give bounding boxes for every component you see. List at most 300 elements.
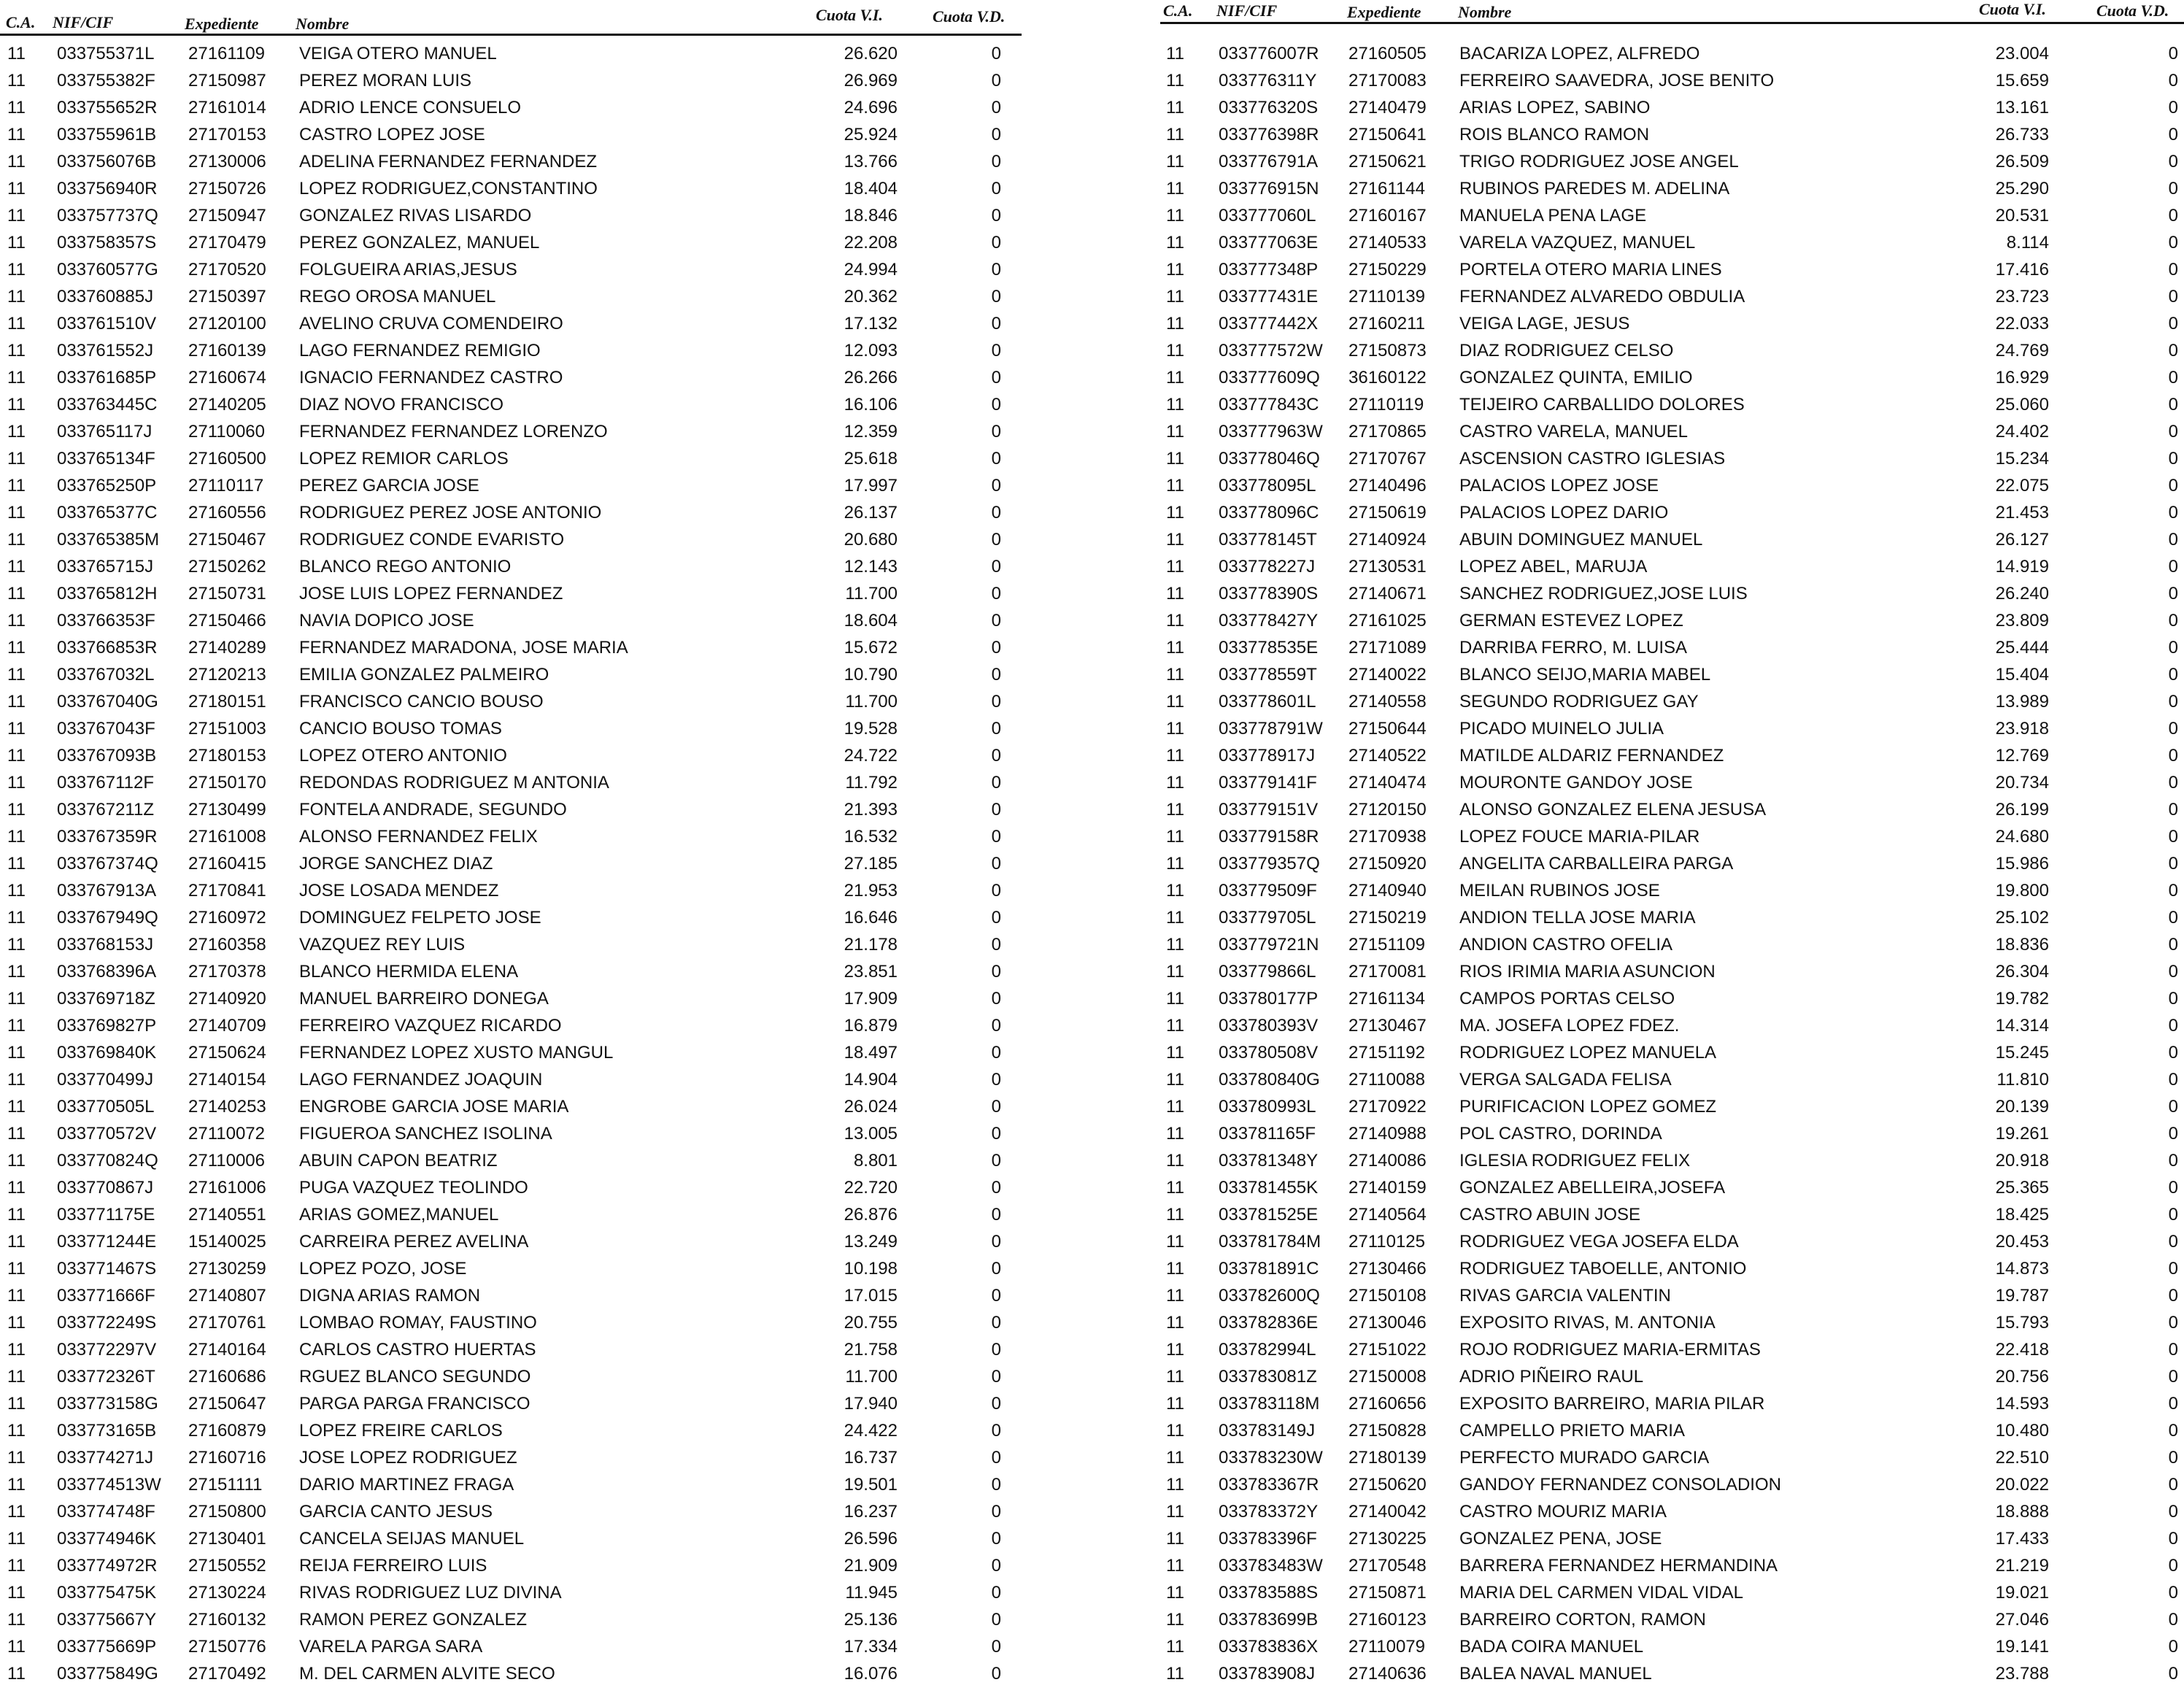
cuota-vd-cell: 0: [991, 1232, 1001, 1252]
ca-cell: 11: [7, 44, 26, 63]
cuota-vi-cell: 11.700: [845, 692, 898, 712]
cuota-vd-cell: 0: [991, 1313, 1001, 1333]
cuota-vd-cell: 0: [2168, 665, 2178, 685]
nif-cell: 033766853R: [57, 638, 158, 658]
cuota-vd-cell: 0: [991, 233, 1001, 252]
ca-cell: 11: [7, 1016, 26, 1036]
expediente-cell: 27160132: [188, 1610, 266, 1630]
cuota-vd-cell: 0: [991, 854, 1001, 874]
cuota-vd-cell: 0: [991, 989, 1001, 1009]
nombre-cell: ADRIO LENCE CONSUELO: [299, 98, 522, 117]
cuota-vi-cell: 19.528: [844, 719, 898, 739]
cuota-vi-cell: 21.909: [844, 1556, 898, 1576]
nif-cell: 033767112F: [57, 773, 155, 793]
ca-cell: 11: [1166, 746, 1184, 766]
expediente-cell: 27160686: [188, 1367, 266, 1387]
cuota-vd-cell: 0: [2168, 1232, 2178, 1252]
cuota-vd-cell: 0: [2168, 1394, 2178, 1414]
table-row: [1160, 1469, 2184, 1496]
table-row: [0, 1523, 1036, 1550]
cuota-vd-cell: 0: [2168, 1583, 2178, 1603]
table-row: [1160, 1658, 2184, 1685]
expediente-cell: 27170081: [1348, 962, 1427, 982]
nombre-cell: ROJO RODRIGUEZ MARIA-ERMITAS: [1459, 1340, 1761, 1360]
table-row: [1160, 200, 2184, 227]
cuota-vd-cell: 0: [991, 773, 1001, 793]
nif-cell: 033763445C: [57, 395, 158, 414]
cuota-vd-cell: 0: [2168, 692, 2178, 712]
expediente-cell: 27180139: [1348, 1448, 1427, 1468]
nombre-cell: DIAZ RODRIGUEZ CELSO: [1459, 341, 1674, 360]
nif-cell: 033775669P: [57, 1637, 157, 1657]
expediente-cell: 27150229: [1348, 260, 1427, 279]
nif-cell: 033767040G: [57, 692, 158, 712]
cuota-vd-cell: 0: [2168, 746, 2178, 766]
cuota-vd-cell: 0: [2168, 260, 2178, 279]
nombre-cell: PORTELA OTERO MARIA LINES: [1459, 260, 1722, 279]
expediente-cell: 27150108: [1348, 1286, 1427, 1306]
cuota-vi-cell: 18.604: [844, 611, 898, 631]
cuota-vd-cell: 0: [2168, 827, 2178, 847]
nombre-cell: FIGUEROA SANCHEZ ISOLINA: [299, 1124, 552, 1144]
cuota-vi-cell: 24.722: [844, 746, 898, 766]
cuota-vi-cell: 20.918: [1995, 1151, 2049, 1171]
ca-cell: 11: [7, 233, 26, 252]
table-row: [0, 416, 1036, 443]
nombre-cell: RAMON PEREZ GONZALEZ: [299, 1610, 528, 1630]
cuota-vd-cell: 0: [2168, 1610, 2178, 1630]
ca-cell: 11: [7, 935, 26, 955]
nif-cell: 033773158G: [57, 1394, 158, 1414]
ca-cell: 11: [7, 1583, 26, 1603]
nombre-cell: CAMPOS PORTAS CELSO: [1459, 989, 1675, 1009]
nif-cell: 033778096C: [1219, 503, 1319, 523]
nombre-cell: MEILAN RUBINOS JOSE: [1459, 881, 1660, 901]
header-expediente: Expediente: [185, 15, 259, 33]
cuota-vd-cell: 0: [2168, 1313, 2178, 1333]
ca-cell: 11: [7, 773, 26, 793]
nombre-cell: RODRIGUEZ VEGA JOSEFA ELDA: [1459, 1232, 1739, 1252]
ca-cell: 11: [1166, 908, 1184, 928]
nombre-cell: RODRIGUEZ LOPEZ MANUELA: [1459, 1043, 1717, 1063]
nif-cell: 033766353F: [57, 611, 155, 631]
nif-cell: 033769718Z: [57, 989, 155, 1009]
nif-cell: 033769827P: [57, 1016, 157, 1036]
ca-cell: 11: [7, 746, 26, 766]
table-row: [0, 1388, 1036, 1415]
ca-cell: 11: [1166, 287, 1184, 306]
expediente-cell: 27140920: [188, 989, 266, 1009]
ca-cell: 11: [7, 71, 26, 90]
cuota-vi-cell: 18.846: [844, 206, 898, 225]
ca-cell: 11: [1166, 1313, 1184, 1333]
cuota-vi-cell: 23.788: [1995, 1664, 2049, 1684]
table-row: [1160, 929, 2184, 956]
cuota-vi-cell: 13.005: [844, 1124, 898, 1144]
nif-cell: 033780177P: [1219, 989, 1319, 1009]
cuota-vd-cell: 0: [2168, 935, 2178, 955]
expediente-cell: 27160139: [188, 341, 266, 360]
cuota-vi-cell: 10.480: [1995, 1421, 2049, 1441]
cuota-vi-cell: 14.314: [1995, 1016, 2049, 1036]
nombre-cell: POL CASTRO, DORINDA: [1459, 1124, 1662, 1144]
table-row: [1160, 1145, 2184, 1172]
cuota-vd-cell: 0: [2168, 206, 2178, 225]
ca-cell: 11: [7, 611, 26, 631]
nombre-cell: ABUIN CAPON BEATRIZ: [299, 1151, 498, 1171]
ca-cell: 11: [7, 692, 26, 712]
cuota-vd-cell: 0: [991, 800, 1001, 820]
cuota-vd-cell: 0: [2168, 1367, 2178, 1387]
nif-cell: 033779509F: [1219, 881, 1317, 901]
nif-cell: 033774271J: [57, 1448, 154, 1468]
ca-cell: 11: [7, 989, 26, 1009]
nif-cell: 033755382F: [57, 71, 155, 90]
header-cuota-vd: Cuota V.D.: [933, 7, 1006, 26]
expediente-cell: 27140533: [1348, 233, 1427, 252]
ca-cell: 11: [1166, 260, 1184, 279]
ca-cell: 11: [1166, 1340, 1184, 1360]
table-row: [0, 1253, 1036, 1280]
cuota-vi-cell: 15.234: [1995, 449, 2049, 469]
cuota-vd-cell: 0: [2168, 152, 2178, 171]
cuota-vd-cell: 0: [991, 1637, 1001, 1657]
table-row: [1160, 1523, 2184, 1550]
expediente-cell: 27110060: [188, 422, 265, 442]
cuota-vd-cell: 0: [2168, 71, 2178, 90]
table-row: [1160, 794, 2184, 821]
expediente-cell: 27160972: [188, 908, 266, 928]
cuota-vi-cell: 20.362: [844, 287, 898, 306]
nif-cell: 033761685P: [57, 368, 157, 387]
cuota-vd-cell: 0: [2168, 233, 2178, 252]
nombre-cell: PALACIOS LOPEZ JOSE: [1459, 476, 1659, 496]
ca-cell: 11: [1166, 1448, 1184, 1468]
cuota-vi-cell: 18.836: [1995, 935, 2049, 955]
cuota-vi-cell: 15.986: [1995, 854, 2049, 874]
ca-cell: 11: [7, 1637, 26, 1657]
table-row: [0, 794, 1036, 821]
header-ca: C.A.: [6, 13, 36, 31]
cuota-vd-cell: 0: [2168, 1097, 2178, 1117]
nombre-cell: ALONSO FERNANDEZ FELIX: [299, 827, 538, 847]
cuota-vi-cell: 17.015: [844, 1286, 898, 1306]
nombre-cell: PEREZ MORAN LUIS: [299, 71, 472, 90]
cuota-vd-cell: 0: [991, 341, 1001, 360]
table-row: [1160, 1496, 2184, 1523]
nombre-cell: RODRIGUEZ CONDE EVARISTO: [299, 530, 565, 550]
ca-cell: 11: [1166, 1394, 1184, 1414]
table-row: [1160, 1226, 2184, 1253]
table-row: [0, 281, 1036, 308]
table-row: [0, 200, 1036, 227]
expediente-cell: 27160123: [1348, 1610, 1427, 1630]
ca-cell: 11: [1166, 368, 1184, 387]
table-row: [1160, 1577, 2184, 1604]
ca-cell: 11: [1166, 854, 1184, 874]
nif-cell: 033776398R: [1219, 125, 1319, 144]
ca-cell: 11: [7, 584, 26, 604]
nombre-cell: GONZALEZ RIVAS LISARDO: [299, 206, 532, 225]
cuota-vd-cell: 0: [2168, 1286, 2178, 1306]
cuota-vi-cell: 20.756: [1995, 1367, 2049, 1387]
cuota-vd-cell: 0: [991, 1394, 1001, 1414]
cuota-vi-cell: 22.208: [844, 233, 898, 252]
expediente-cell: 27140164: [188, 1340, 266, 1360]
table-row: [0, 227, 1036, 254]
cuota-vi-cell: 22.510: [1995, 1448, 2049, 1468]
ca-cell: 11: [7, 179, 26, 198]
cuota-vi-cell: 14.904: [844, 1070, 898, 1090]
expediente-cell: 27130466: [1348, 1259, 1427, 1279]
table-row: [1160, 848, 2184, 875]
nombre-cell: ENGROBE GARCIA JOSE MARIA: [299, 1097, 569, 1117]
expediente-cell: 27160656: [1348, 1394, 1427, 1414]
cuota-vd-cell: 0: [2168, 584, 2178, 604]
expediente-cell: 27171089: [1348, 638, 1427, 658]
table-row: [0, 443, 1036, 470]
cuota-vi-cell: 26.620: [844, 44, 898, 63]
table-row: [1160, 119, 2184, 146]
cuota-vi-cell: 23.004: [1995, 44, 2049, 63]
cuota-vi-cell: 27.185: [844, 854, 898, 874]
cuota-vi-cell: 13.249: [844, 1232, 898, 1252]
ca-cell: 11: [1166, 1070, 1184, 1090]
cuota-vd-cell: 0: [991, 935, 1001, 955]
nif-cell: 033783118M: [1219, 1394, 1320, 1414]
cuota-vi-cell: 26.509: [1995, 152, 2049, 171]
ca-cell: 11: [7, 476, 26, 496]
nombre-cell: PUGA VAZQUEZ TEOLINDO: [299, 1178, 528, 1198]
nif-cell: 033783149J: [1219, 1421, 1316, 1441]
header-nombre: Nombre: [1458, 3, 1512, 21]
nif-cell: 033773165B: [57, 1421, 157, 1441]
nif-cell: 033775667Y: [57, 1610, 157, 1630]
cuota-vd-cell: 0: [2168, 503, 2178, 523]
ca-cell: 11: [1166, 1502, 1184, 1522]
cuota-vi-cell: 14.919: [1995, 557, 2049, 577]
cuota-vi-cell: 18.404: [844, 179, 898, 198]
nombre-cell: VARELA VAZQUEZ, MANUEL: [1459, 233, 1696, 252]
expediente-cell: 27180153: [188, 746, 266, 766]
cuota-vi-cell: 20.680: [844, 530, 898, 550]
cuota-vi-cell: 8.801: [853, 1151, 898, 1171]
nif-cell: 033778427Y: [1219, 611, 1319, 631]
expediente-cell: 27170865: [1348, 422, 1427, 442]
table-row: [0, 686, 1036, 713]
cuota-vi-cell: 18.497: [844, 1043, 898, 1063]
nif-cell: 033770824Q: [57, 1151, 158, 1171]
table-row: [1160, 605, 2184, 632]
expediente-cell: 27160211: [1348, 314, 1425, 333]
nif-cell: 033779721N: [1219, 935, 1319, 955]
cuota-vd-cell: 0: [2168, 1421, 2178, 1441]
cuota-vd-cell: 0: [991, 503, 1001, 523]
nif-cell: 033783699B: [1219, 1610, 1319, 1630]
ca-cell: 11: [7, 1259, 26, 1279]
nif-cell: 033767913A: [57, 881, 157, 901]
table-row: [1160, 173, 2184, 200]
expediente-cell: 27180151: [188, 692, 266, 712]
expediente-cell: 27150619: [1348, 503, 1427, 523]
expediente-cell: 27140253: [188, 1097, 266, 1117]
expediente-cell: 27130401: [188, 1529, 266, 1549]
nombre-cell: RODRIGUEZ TABOELLE, ANTONIO: [1459, 1259, 1747, 1279]
cuota-vd-cell: 0: [991, 125, 1001, 144]
table-row: [0, 1307, 1036, 1334]
expediente-cell: 27151111: [188, 1475, 263, 1495]
cuota-vd-cell: 0: [991, 476, 1001, 496]
table-row: [0, 173, 1036, 200]
cuota-vd-cell: 0: [991, 1070, 1001, 1090]
expediente-cell: 27110088: [1348, 1070, 1425, 1090]
cuota-vd-cell: 0: [991, 1475, 1001, 1495]
expediente-cell: 27170922: [1348, 1097, 1427, 1117]
cuota-vd-cell: 0: [2168, 908, 2178, 928]
expediente-cell: 27150397: [188, 287, 266, 306]
cuota-vd-cell: 0: [991, 1205, 1001, 1225]
table-row: [1160, 1199, 2184, 1226]
nif-cell: 033777060L: [1219, 206, 1316, 225]
ca-cell: 11: [1166, 1178, 1184, 1198]
cuota-vi-cell: 10.790: [844, 665, 898, 685]
table-row: [1160, 254, 2184, 281]
cuota-vd-cell: 0: [2168, 422, 2178, 442]
ca-cell: 11: [1166, 395, 1184, 414]
nif-cell: 033776791A: [1219, 152, 1319, 171]
ca-cell: 11: [7, 1448, 26, 1468]
cuota-vi-cell: 16.879: [844, 1016, 898, 1036]
ca-cell: 11: [1166, 935, 1184, 955]
expediente-cell: 27151109: [1348, 935, 1425, 955]
nif-cell: 033781891C: [1219, 1259, 1319, 1279]
table-row: [0, 1226, 1036, 1253]
table-row: [0, 1550, 1036, 1577]
nif-cell: 033778601L: [1219, 692, 1316, 712]
table-row: [1160, 551, 2184, 578]
expediente-cell: 15140025: [188, 1232, 266, 1252]
expediente-cell: 27140022: [1348, 665, 1427, 685]
nombre-cell: LOPEZ ABEL, MARUJA: [1459, 557, 1648, 577]
nif-cell: 033778390S: [1219, 584, 1319, 604]
nif-cell: 033771467S: [57, 1259, 157, 1279]
cuota-vd-cell: 0: [991, 1259, 1001, 1279]
nif-cell: 033776915N: [1219, 179, 1319, 198]
ca-cell: 11: [1166, 1097, 1184, 1117]
cuota-vd-cell: 0: [991, 206, 1001, 225]
cuota-vd-cell: 0: [2168, 368, 2178, 387]
nif-cell: 033783230W: [1219, 1448, 1323, 1468]
nif-cell: 033781165F: [1219, 1124, 1316, 1144]
expediente-cell: 27140042: [1348, 1502, 1427, 1522]
ca-cell: 11: [1166, 1232, 1184, 1252]
cuota-vi-cell: 17.909: [844, 989, 898, 1009]
cuota-vd-cell: 0: [2168, 1529, 2178, 1549]
cuota-vi-cell: 24.422: [844, 1421, 898, 1441]
nif-cell: 033777609Q: [1219, 368, 1320, 387]
nif-cell: 033780508V: [1219, 1043, 1319, 1063]
cuota-vd-cell: 0: [991, 395, 1001, 414]
ca-cell: 11: [1166, 1421, 1184, 1441]
ca-cell: 11: [7, 800, 26, 820]
table-row: [1160, 65, 2184, 92]
nombre-cell: ARIAS LOPEZ, SABINO: [1459, 98, 1651, 117]
table-row: [1160, 416, 2184, 443]
cuota-vi-cell: 25.290: [1995, 179, 2049, 198]
nombre-cell: DIGNA ARIAS RAMON: [299, 1286, 481, 1306]
nombre-cell: GERMAN ESTEVEZ LOPEZ: [1459, 611, 1683, 631]
nif-cell: 033777442X: [1219, 314, 1319, 333]
nombre-cell: M. DEL CARMEN ALVITE SECO: [299, 1664, 555, 1684]
cuota-vd-cell: 0: [2168, 1340, 2178, 1360]
table-row: [0, 524, 1036, 551]
nif-cell: 033767359R: [57, 827, 158, 847]
expediente-cell: 27161134: [1348, 989, 1425, 1009]
nif-cell: 033765715J: [57, 557, 154, 577]
expediente-cell: 27120213: [188, 665, 266, 685]
table-row: [0, 65, 1036, 92]
nombre-cell: RIOS IRIMIA MARIA ASUNCION: [1459, 962, 1716, 982]
expediente-cell: 27170083: [1348, 71, 1427, 90]
cuota-vi-cell: 16.237: [844, 1502, 898, 1522]
table-row: [0, 389, 1036, 416]
cuota-vd-cell: 0: [2168, 1664, 2178, 1684]
cuota-vd-cell: 0: [2168, 854, 2178, 874]
cuota-vi-cell: 25.102: [1995, 908, 2049, 928]
nombre-cell: MANUELA PENA LAGE: [1459, 206, 1647, 225]
nif-cell: 033779357Q: [1219, 854, 1320, 874]
expediente-cell: 27150776: [188, 1637, 266, 1657]
expediente-cell: 27150641: [1348, 125, 1427, 144]
nif-cell: 033770505L: [57, 1097, 155, 1117]
table-row: [1160, 767, 2184, 794]
expediente-cell: 27140479: [1348, 98, 1427, 117]
ca-cell: 11: [7, 152, 26, 171]
table-row: [1160, 1388, 2184, 1415]
expediente-cell: 27160556: [188, 503, 266, 523]
ca-cell: 11: [1166, 1367, 1184, 1387]
nif-cell: 033767032L: [57, 665, 155, 685]
nif-cell: 033783483W: [1219, 1556, 1323, 1576]
ca-cell: 11: [7, 1610, 26, 1630]
cuota-vd-cell: 0: [991, 1448, 1001, 1468]
table-row: [0, 605, 1036, 632]
cuota-vi-cell: 24.402: [1995, 422, 2049, 442]
nombre-cell: VEIGA LAGE, JESUS: [1459, 314, 1630, 333]
cuota-vd-cell: 0: [2168, 719, 2178, 739]
table-row: [0, 1010, 1036, 1037]
nif-cell: 033760577G: [57, 260, 158, 279]
expediente-cell: 27170153: [188, 125, 266, 144]
table-row: [0, 497, 1036, 524]
ca-cell: 11: [1166, 1259, 1184, 1279]
ca-cell: 11: [7, 1286, 26, 1306]
cuota-vi-cell: 26.024: [844, 1097, 898, 1117]
expediente-cell: 27140159: [1348, 1178, 1427, 1198]
nif-cell: 033760885J: [57, 287, 154, 306]
cuota-vi-cell: 12.143: [844, 557, 898, 577]
ca-cell: 11: [7, 1178, 26, 1198]
cuota-vi-cell: 13.766: [844, 152, 898, 171]
cuota-vi-cell: 14.873: [1995, 1259, 2049, 1279]
nombre-cell: SEGUNDO RODRIGUEZ GAY: [1459, 692, 1699, 712]
table-row: [1160, 497, 2184, 524]
table-row: [0, 1631, 1036, 1658]
ca-cell: 11: [7, 1313, 26, 1333]
nombre-cell: RIVAS GARCIA VALENTIN: [1459, 1286, 1671, 1306]
ca-cell: 11: [7, 1070, 26, 1090]
cuota-vi-cell: 19.261: [1995, 1124, 2049, 1144]
